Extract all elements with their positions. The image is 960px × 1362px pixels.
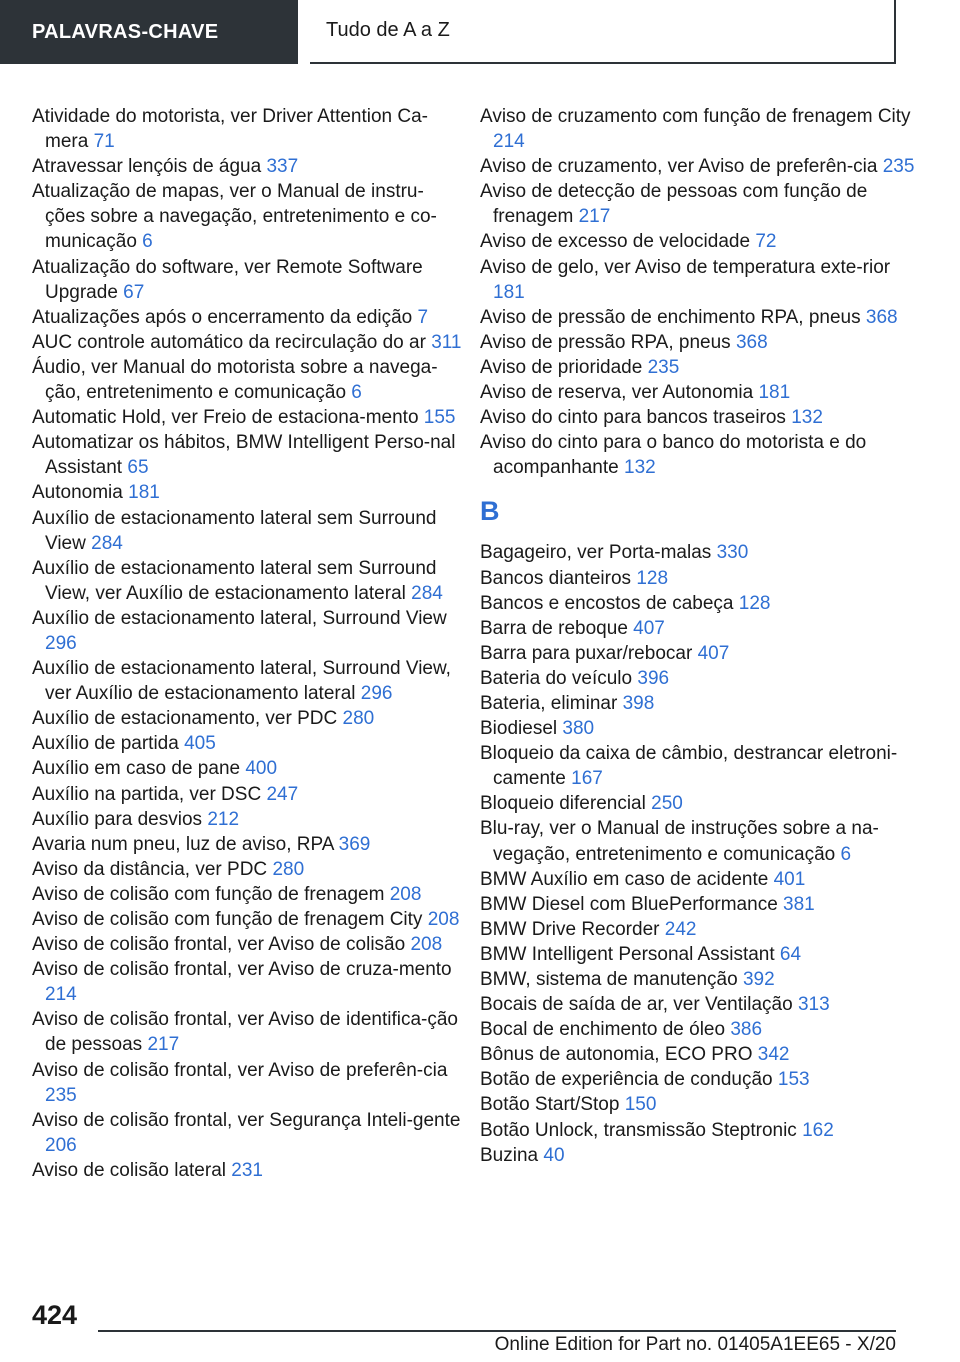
- entry-text: BMW Auxílio em caso de acidente: [480, 868, 769, 890]
- index-entry: [480, 816, 920, 866]
- entry-text: Automatic Hold, ver Freio de estaciona‐mento: [32, 407, 419, 429]
- entry-text: Aviso de detecção de pessoas com função de frenagem: [480, 181, 868, 228]
- index-entry: [32, 606, 462, 656]
- entry-page-link[interactable]: 400: [245, 758, 278, 780]
- index-entry: [32, 154, 462, 179]
- index-entry: [32, 932, 462, 957]
- entry-page-link[interactable]: 401: [773, 868, 806, 890]
- entry-page-link[interactable]: 368: [865, 306, 898, 328]
- index-entry: [32, 430, 462, 480]
- entry-page-link[interactable]: 150: [624, 1094, 657, 1116]
- index-group-a: [480, 104, 920, 480]
- index-entry: [480, 616, 920, 641]
- entry-page-link[interactable]: 396: [637, 667, 670, 689]
- index-entry: [32, 756, 462, 781]
- index-entry: [32, 1058, 462, 1108]
- entry-page-link[interactable]: 296: [45, 632, 77, 654]
- entry-text: Aviso de colisão lateral: [32, 1159, 226, 1181]
- entry-page-link[interactable]: 296: [360, 683, 393, 705]
- entry-page-link[interactable]: 132: [791, 407, 823, 429]
- entry-text: Aviso de pressão RPA, pneus: [480, 331, 731, 353]
- entry-page-link[interactable]: 217: [578, 206, 611, 228]
- entry-text: Auxílio de partida: [32, 733, 179, 755]
- entry-page-link[interactable]: 405: [184, 733, 216, 755]
- entry-text: Aviso de colisão frontal, ver Aviso de colisão: [32, 934, 406, 956]
- entry-page-link[interactable]: 247: [266, 783, 299, 805]
- entry-text: Auxílio de estacionamento lateral, Surround View: [32, 607, 447, 629]
- entry-text: Atualizações após o encerramento da edição: [32, 306, 413, 328]
- index-entry: [480, 1092, 920, 1117]
- index-entry: [32, 706, 462, 731]
- index-entry: [480, 591, 920, 616]
- index-entry: [480, 430, 920, 480]
- entry-page-link[interactable]: 280: [342, 708, 375, 730]
- entry-text: Áudio, ver Manual do motorista sobre a navega‐ção, entretenimento e comunicação: [32, 356, 438, 404]
- index-entry: [32, 882, 462, 907]
- entry-text: Aviso de colisão com função de frenagem City: [32, 909, 423, 930]
- entry-page-link[interactable]: 208: [410, 934, 443, 956]
- footer-edition: Online Edition for Part no. 01405A1EE65 - X/20: [494, 1334, 896, 1355]
- entry-text: Aviso de prioridade: [480, 356, 643, 378]
- entry-page-link[interactable]: 40: [543, 1144, 565, 1166]
- index-entry: [32, 1007, 462, 1057]
- entry-text: Avaria num pneu, luz de aviso, RPA: [32, 833, 334, 855]
- index-entry: [480, 355, 920, 380]
- entry-page-link[interactable]: 128: [636, 567, 669, 589]
- entry-page-link[interactable]: 407: [633, 617, 665, 639]
- entry-text: Automatizar os hábitos, BMW Intelligent Perso‐nal Assistant: [32, 432, 456, 479]
- entry-page-link[interactable]: 235: [45, 1084, 77, 1106]
- entry-text: Aviso da distância, ver PDC: [32, 858, 268, 880]
- entry-text: Biodiesel: [480, 718, 558, 740]
- entry-page-link[interactable]: 7: [417, 306, 429, 328]
- entry-text: Atravessar lençóis de água: [32, 156, 262, 178]
- entry-text: Bloqueio da caixa de câmbio, destrancar eletroni‐camente: [480, 743, 898, 790]
- section-tab[interactable]: PALAVRAS-CHAVE: [0, 0, 298, 64]
- index-entry: [32, 330, 462, 355]
- entry-page-link[interactable]: 381: [783, 893, 815, 915]
- index-entry: [32, 255, 462, 305]
- entry-text: AUC controle automático da recirculação do ar: [32, 331, 426, 353]
- index-entry: [32, 957, 462, 1007]
- entry-page-link[interactable]: 181: [493, 281, 525, 303]
- entry-text: BMW Drive Recorder: [480, 918, 660, 940]
- entry-text: Atualização de mapas, ver o Manual de instru‐ções sobre a navegação, entretenimento e co‐municação: [32, 181, 437, 253]
- index-entry: [480, 566, 920, 591]
- entry-page-link[interactable]: 153: [777, 1069, 810, 1091]
- entry-text: BMW Diesel com BluePerformance: [480, 893, 778, 915]
- index-entry: [32, 480, 462, 505]
- entry-text: Aviso do cinto para bancos traseiros: [480, 407, 786, 429]
- index-entry: [480, 305, 920, 330]
- entry-page-link[interactable]: 71: [93, 131, 115, 153]
- entry-page-link[interactable]: 65: [127, 457, 149, 479]
- entry-text: Botão Unlock, transmissão Steptronic: [480, 1119, 797, 1141]
- index-entry: [480, 229, 920, 254]
- index-entry: [480, 641, 920, 666]
- page-header: [0, 0, 896, 64]
- entry-page-link[interactable]: 6: [351, 382, 362, 404]
- entry-page-link[interactable]: 386: [730, 1019, 763, 1041]
- entry-page-link[interactable]: 64: [779, 943, 802, 965]
- entry-page-link[interactable]: 369: [338, 833, 371, 855]
- index-entry: [480, 791, 920, 816]
- index-entry: [480, 1067, 920, 1092]
- index-entry: [480, 917, 920, 942]
- index-entry: [480, 691, 920, 716]
- entry-page-link[interactable]: 250: [651, 793, 683, 815]
- entry-text: BMW Intelligent Personal Assistant: [480, 943, 775, 965]
- entry-page-link[interactable]: 214: [45, 984, 77, 1006]
- entry-text: Aviso de colisão frontal, ver Aviso de cruza‐mento: [32, 959, 452, 981]
- entry-text: Bocal de enchimento de óleo: [480, 1019, 726, 1041]
- entry-text: Atualização do software, ver Remote Software Upgrade: [32, 256, 423, 303]
- index-group-b: [480, 540, 920, 1167]
- index-entry: [32, 857, 462, 882]
- entry-page-link[interactable]: 330: [716, 542, 749, 564]
- index-column-left: [32, 104, 462, 1183]
- index-entry: [32, 1158, 462, 1183]
- entry-text: Aviso de colisão com função de frenagem: [32, 883, 385, 905]
- entry-text: Aviso de pressão de enchimento RPA, pneus: [480, 306, 861, 328]
- index-entry: [32, 506, 462, 556]
- entry-page-link[interactable]: 284: [411, 582, 443, 604]
- entry-page-link[interactable]: 6: [840, 843, 852, 865]
- index-entry: [480, 1143, 920, 1168]
- index-entry: [480, 255, 920, 305]
- entry-text: Bocais de saída de ar, ver Ventilação: [480, 994, 793, 1016]
- entry-page-link[interactable]: 132: [624, 457, 656, 479]
- entry-page-link[interactable]: 167: [571, 768, 603, 790]
- entry-page-link[interactable]: 72: [755, 231, 777, 253]
- index-entry: [32, 782, 462, 807]
- entry-text: Bancos dianteiros: [480, 567, 632, 589]
- entry-page-link[interactable]: 407: [697, 642, 730, 664]
- entry-page-link[interactable]: 280: [272, 858, 305, 880]
- entry-text: Botão de experiência de condução: [480, 1069, 773, 1091]
- entry-page-link[interactable]: 284: [91, 532, 123, 554]
- index-entry: [32, 731, 462, 756]
- entry-text: Blu-ray, ver o Manual de instruções sobre a na‐vegação, entretenimento e comunicação: [480, 818, 879, 865]
- index-entry: [480, 992, 920, 1017]
- entry-text: Auxílio em caso de pane: [32, 758, 241, 780]
- index-entry: [480, 867, 920, 892]
- entry-page-link[interactable]: 67: [123, 281, 145, 303]
- entry-page-link[interactable]: 311: [431, 331, 462, 353]
- entry-text: Aviso de colisão frontal, ver Segurança Inteli‐gente: [32, 1109, 461, 1131]
- entry-text: Autonomia: [32, 482, 123, 504]
- index-entry: [480, 741, 920, 791]
- index-entry: [32, 305, 462, 330]
- entry-text: Bateria do veículo: [480, 667, 633, 689]
- entry-page-link[interactable]: 162: [802, 1119, 834, 1141]
- entry-text: Barra de reboque: [480, 617, 628, 639]
- entry-page-link[interactable]: 214: [493, 131, 525, 153]
- entry-page-link[interactable]: 231: [231, 1159, 263, 1181]
- entry-text: Bagageiro, ver Porta-malas: [480, 542, 712, 564]
- index-entry: [480, 666, 920, 691]
- entry-page-link[interactable]: 217: [147, 1034, 180, 1056]
- index-entry: [32, 907, 462, 932]
- index-column-right: [480, 104, 920, 1168]
- entry-page-link[interactable]: 6: [142, 231, 153, 253]
- entry-text: Aviso de cruzamento com função de frenagem City: [480, 106, 911, 127]
- entry-text: Bloqueio diferencial: [480, 793, 646, 815]
- index-entry: [32, 1108, 462, 1158]
- entry-text: Aviso de colisão frontal, ver Aviso de identifica‐ção de pessoas: [32, 1009, 458, 1056]
- entry-page-link[interactable]: 392: [742, 969, 775, 990]
- entry-page-link[interactable]: 235: [882, 156, 915, 178]
- index-entry: [480, 380, 920, 405]
- entry-text: Auxílio de estacionamento lateral sem Surround View, ver Auxílio de estacionamento lateral: [32, 557, 437, 604]
- index-entry: [480, 1118, 920, 1143]
- index-entry: [32, 832, 462, 857]
- entry-page-link[interactable]: 398: [622, 692, 655, 714]
- index-entry: [32, 355, 462, 405]
- entry-page-link[interactable]: 368: [735, 331, 768, 353]
- subsection-title: Tudo de A a Z: [310, 0, 896, 64]
- entry-page-link[interactable]: 212: [207, 808, 240, 830]
- entry-text: Barra para puxar/rebocar: [480, 642, 693, 664]
- index-entry: [32, 104, 462, 154]
- entry-text: Aviso de reserva, ver Autonomia: [480, 382, 754, 404]
- entry-text: Auxílio de estacionamento, ver PDC: [32, 708, 338, 730]
- index-entry: [32, 656, 462, 706]
- entry-text: Bônus de autonomia, ECO PRO: [480, 1044, 753, 1066]
- entry-page-link[interactable]: 206: [45, 1134, 77, 1156]
- entry-text: Botão Start/Stop: [480, 1094, 620, 1116]
- index-entry: [480, 1017, 920, 1042]
- entry-text: Aviso de excesso de velocidade: [480, 231, 751, 253]
- entry-page-link[interactable]: 155: [423, 407, 456, 429]
- entry-page-link[interactable]: 235: [647, 356, 680, 378]
- entry-text: Buzina: [480, 1144, 539, 1166]
- index-entry: [480, 942, 920, 967]
- entry-page-link[interactable]: 128: [738, 592, 771, 614]
- index-entry: [480, 1042, 920, 1067]
- index-entry: [32, 556, 462, 606]
- index-entry: [480, 154, 920, 179]
- entry-text: Auxílio de estacionamento lateral, Surround View, ver Auxílio de estacionamento lateral: [32, 658, 451, 705]
- index-letter-heading: B: [480, 496, 500, 527]
- entry-page-link[interactable]: 313: [797, 994, 830, 1016]
- index-entry: [32, 807, 462, 832]
- page-number: 424: [32, 1300, 78, 1330]
- entry-page-link[interactable]: 181: [758, 382, 791, 404]
- entry-page-link[interactable]: 181: [128, 482, 160, 504]
- index-entry: [480, 330, 920, 355]
- entry-page-link[interactable]: 380: [562, 718, 595, 740]
- entry-text: Aviso de gelo, ver Aviso de temperatura exte‐rior: [480, 256, 891, 278]
- entry-text: Aviso de cruzamento, ver Aviso de preferên‐cia: [480, 156, 878, 178]
- entry-text: Auxílio de estacionamento lateral sem Surround View: [32, 507, 437, 554]
- index-entry: [32, 179, 462, 254]
- footer-divider: [98, 1330, 896, 1332]
- index-entry: [480, 405, 920, 430]
- entry-page-link[interactable]: 208: [389, 883, 422, 905]
- index-entry: [480, 967, 920, 992]
- entry-page-link[interactable]: 208: [427, 909, 460, 930]
- index-entry: [480, 716, 920, 741]
- entry-text: Atividade do motorista, ver Driver Attention Ca‐mera: [32, 106, 429, 153]
- index-entry: [32, 405, 462, 430]
- entry-text: Aviso de colisão frontal, ver Aviso de preferên‐cia: [32, 1059, 448, 1081]
- entry-text: BMW, sistema de manutenção: [480, 969, 738, 990]
- index-entry: [480, 179, 920, 229]
- index-entry: [480, 892, 920, 917]
- entry-page-link[interactable]: 337: [266, 156, 299, 178]
- index-entry: [480, 540, 920, 565]
- entry-text: Aviso do cinto para o banco do motorista e do acompanhante: [480, 432, 867, 479]
- entry-text: Bateria, eliminar: [480, 692, 618, 714]
- entry-text: Auxílio para desvios: [32, 808, 203, 830]
- entry-page-link[interactable]: 242: [664, 918, 697, 940]
- entry-text: Auxílio na partida, ver DSC: [32, 783, 262, 805]
- index-entry: [480, 104, 920, 154]
- entry-page-link[interactable]: 342: [757, 1044, 790, 1066]
- entry-text: Bancos e encostos de cabeça: [480, 592, 734, 614]
